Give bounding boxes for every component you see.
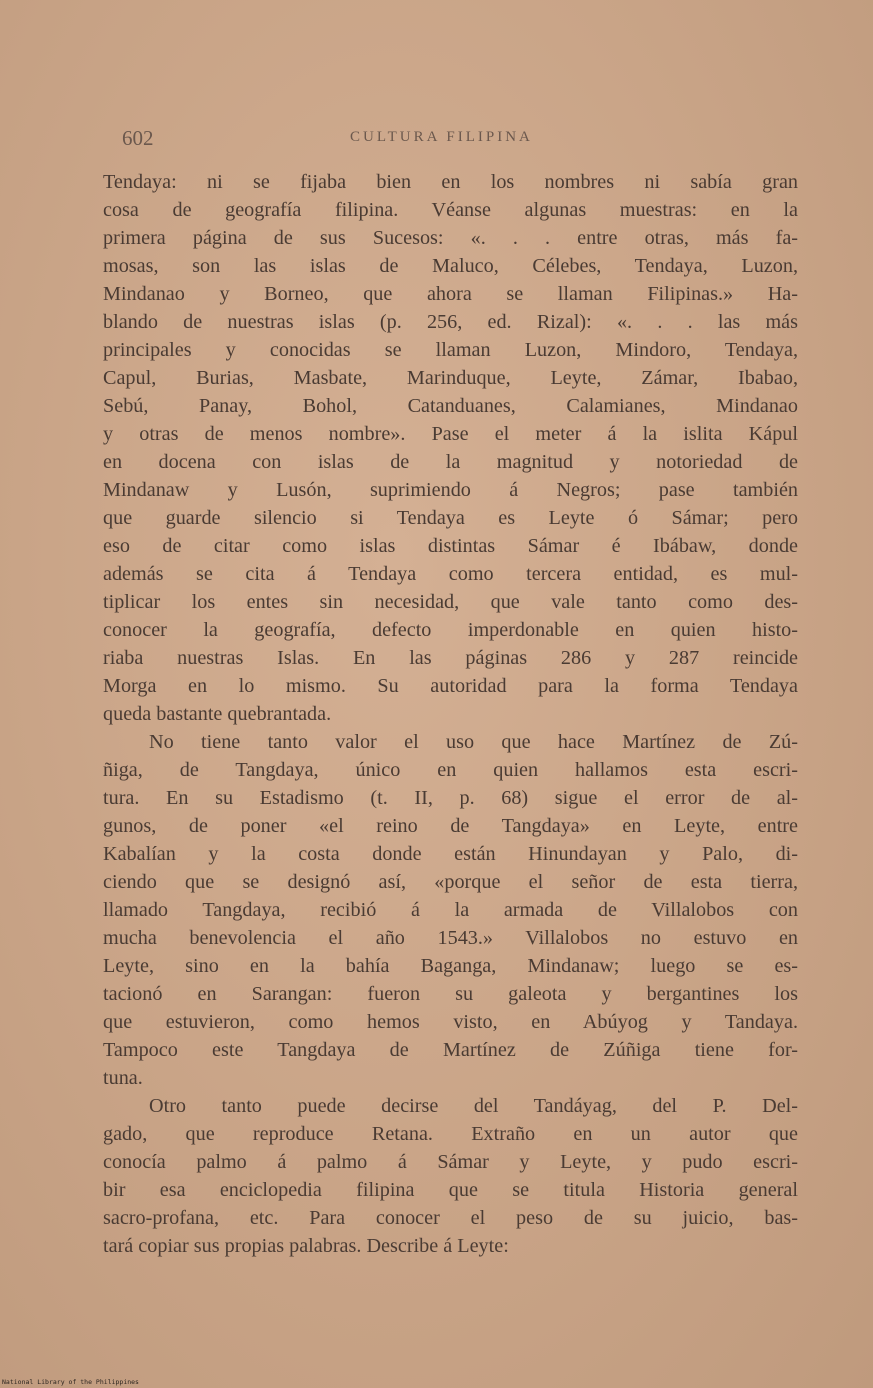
- text-line: queda bastante quebrantada.: [103, 703, 332, 725]
- text-line: Capul, Burias, Masbate, Marinduque, Leyte, Zámar, Ibabao,: [103, 367, 798, 389]
- text-line: llamado Tangdaya, recibió á la armada de Villalobos con: [103, 899, 798, 921]
- text-line: tiplicar los entes sin necesidad, que vale tanto como des-: [103, 591, 798, 613]
- running-head: CULTURA FILIPINA: [350, 129, 533, 145]
- text-line: principales y conocidas se llaman Luzon, Mindoro, Tendaya,: [103, 339, 798, 361]
- text-line: Tendaya: ni se fijaba bien en los nombres ni sabía gran: [103, 171, 798, 193]
- text-line: que guarde silencio si Tendaya es Leyte ó Sámar; pero: [103, 507, 798, 529]
- text-line: primera página de sus Sucesos: «. . . entre otras, más fa-: [103, 227, 798, 249]
- text-line: tará copiar sus propias palabras. Describe á Leyte:: [103, 1235, 509, 1257]
- text-line: Morga en lo mismo. Su autoridad para la forma Tendaya: [103, 675, 798, 697]
- text-line: tacionó en Sarangan: fueron su galeota y bergantines los: [103, 983, 798, 1005]
- text-line: tuna.: [103, 1067, 143, 1089]
- text-line: mucha benevolencia el año 1543.» Villalobos no estuvo en: [103, 927, 798, 949]
- library-credit: National Library of the Philippines: [2, 1378, 139, 1386]
- text-line: ñiga, de Tangdaya, único en quien hallamos esta escri-: [103, 759, 798, 781]
- paragraph: [103, 1092, 798, 1260]
- text-line: Kabalían y la costa donde están Hinundayan y Palo, di-: [103, 843, 798, 865]
- text-line: en docena con islas de la magnitud y notoriedad de: [103, 451, 798, 473]
- paragraph: [103, 168, 798, 728]
- page-header: [122, 126, 802, 152]
- page-number: 602: [122, 126, 154, 150]
- text-line: tura. En su Estadismo (t. II, p. 68) sigue el error de al-: [103, 787, 798, 809]
- text-line: gado, que reproduce Retana. Extraño en un autor que: [103, 1123, 798, 1145]
- text-line: blando de nuestras islas (p. 256, ed. Rizal): «. . . las más: [103, 311, 798, 333]
- text-line: sacro-profana, etc. Para conocer el peso de su juicio, bas-: [103, 1207, 798, 1229]
- text-line: Tampoco este Tangdaya de Martínez de Zúñiga tiene for-: [103, 1039, 798, 1061]
- text-line: Leyte, sino en la bahía Baganga, Mindanaw; luego se es-: [103, 955, 798, 977]
- text-line: Sebú, Panay, Bohol, Catanduanes, Calamianes, Mindanao: [103, 395, 798, 417]
- text-line: además se cita á Tendaya como tercera entidad, es mul-: [103, 563, 798, 585]
- text-line: bir esa enciclopedia filipina que se titula Historia general: [103, 1179, 798, 1201]
- text-line: mosas, son las islas de Maluco, Célebes, Tendaya, Luzon,: [103, 255, 798, 277]
- text-line: gunos, de poner «el reino de Tangdaya» en Leyte, entre: [103, 815, 798, 837]
- text-line: conocer la geografía, defecto imperdonable en quien histo-: [103, 619, 798, 641]
- text-line: que estuvieron, como hemos visto, en Abúyog y Tandaya.: [103, 1011, 798, 1033]
- paragraph: [103, 728, 798, 1092]
- text-line: conocía palmo á palmo á Sámar y Leyte, y pudo escri-: [103, 1151, 798, 1173]
- text-line: Otro tanto puede decirse del Tandáyag, del P. Del-: [149, 1095, 798, 1117]
- text-line: No tiene tanto valor el uso que hace Martínez de Zú-: [149, 731, 798, 753]
- text-line: riaba nuestras Islas. En las páginas 286 y 287 reincide: [103, 647, 798, 669]
- text-line: y otras de menos nombre». Pase el meter á la islita Kápul: [103, 423, 798, 445]
- body-text: [103, 168, 798, 1260]
- text-line: ciendo que se designó así, «porque el señor de esta tierra,: [103, 871, 798, 893]
- text-line: Mindanao y Borneo, que ahora se llaman Filipinas.» Ha-: [103, 283, 798, 305]
- text-line: eso de citar como islas distintas Sámar é Ibábaw, donde: [103, 535, 798, 557]
- text-line: Mindanaw y Lusón, suprimiendo á Negros; pase también: [103, 479, 798, 501]
- text-line: cosa de geografía filipina. Véanse algunas muestras: en la: [103, 199, 798, 221]
